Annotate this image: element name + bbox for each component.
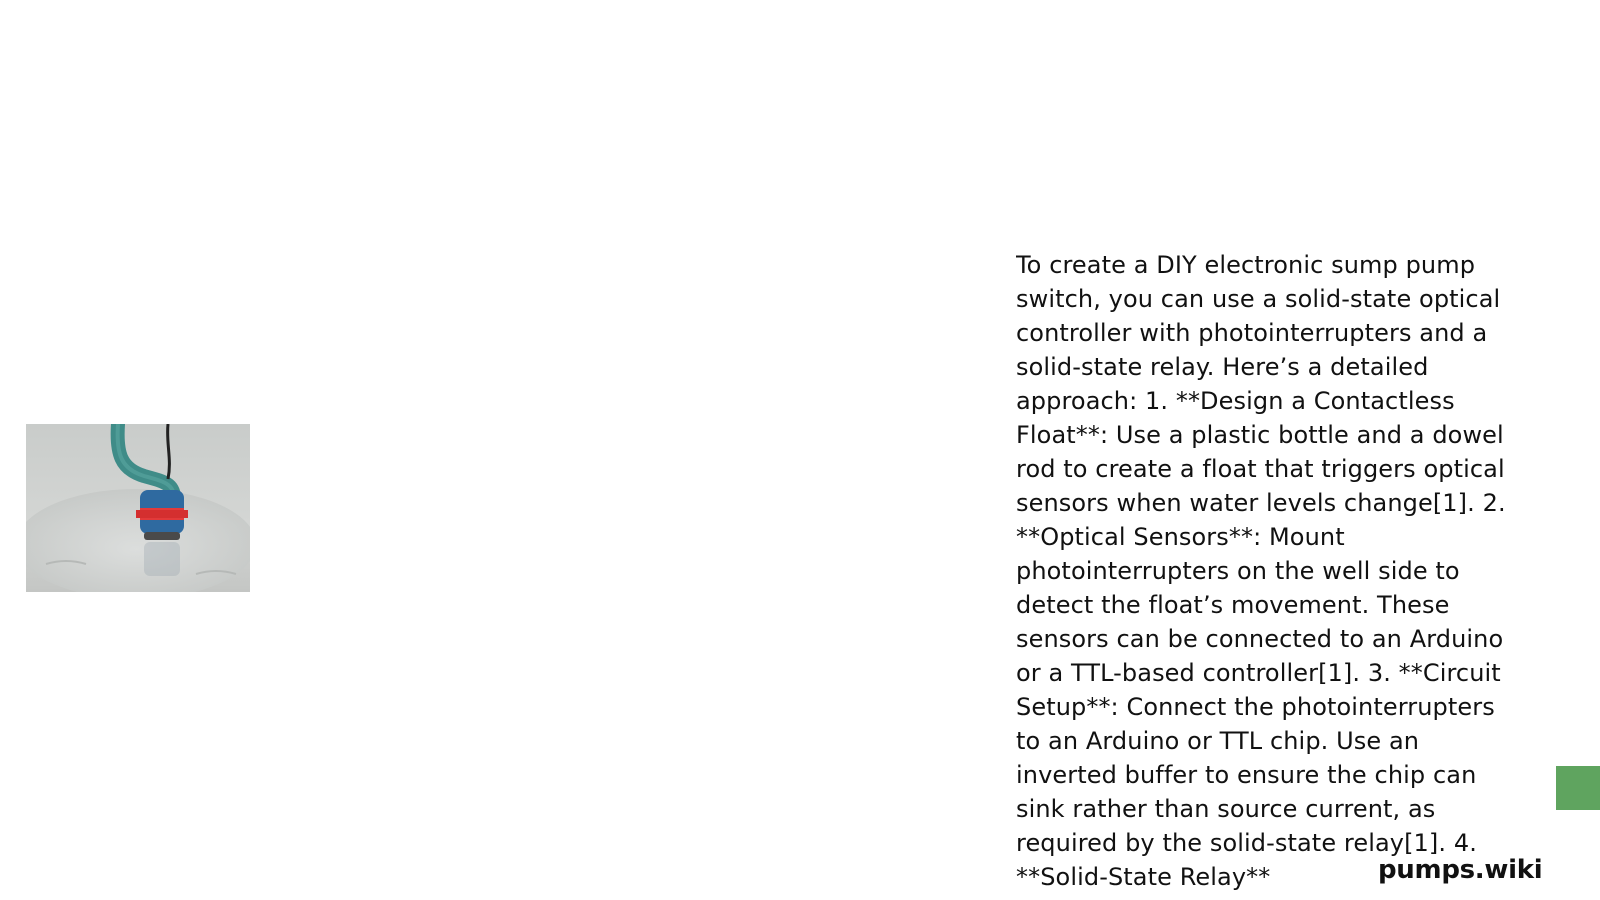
article-text: To create a DIY electronic sump pump switch, you can use a solid-state optical controller with photointerrupters and a solid-state relay. Here’s a detailed approach: 1. **Design a Contactless Float**: Use a plastic bottle and a dowel rod to create a float that triggers optical sensors when water levels change[1]. 2. **Optical Sensors**: Mount photointerrupters on the well side to detect the float’s movement. These sensors can be connected to an Arduino or a TTL-based controller[1]. 3. **Circuit Setup**: Connect the photointerrupters to an Arduino or TTL chip. Use an inverted buffer to ensure the chip can sink rather than source current, as required by the solid-state relay[1]. 4. **Solid-State Relay**	[1016, 251, 1506, 891]
article-body	[1016, 248, 1506, 900]
sump-pump-photo	[26, 424, 250, 592]
photo-graphic	[26, 424, 250, 592]
site-name: pumps.wiki	[1378, 855, 1543, 885]
green-side-tab[interactable]	[1556, 766, 1600, 810]
